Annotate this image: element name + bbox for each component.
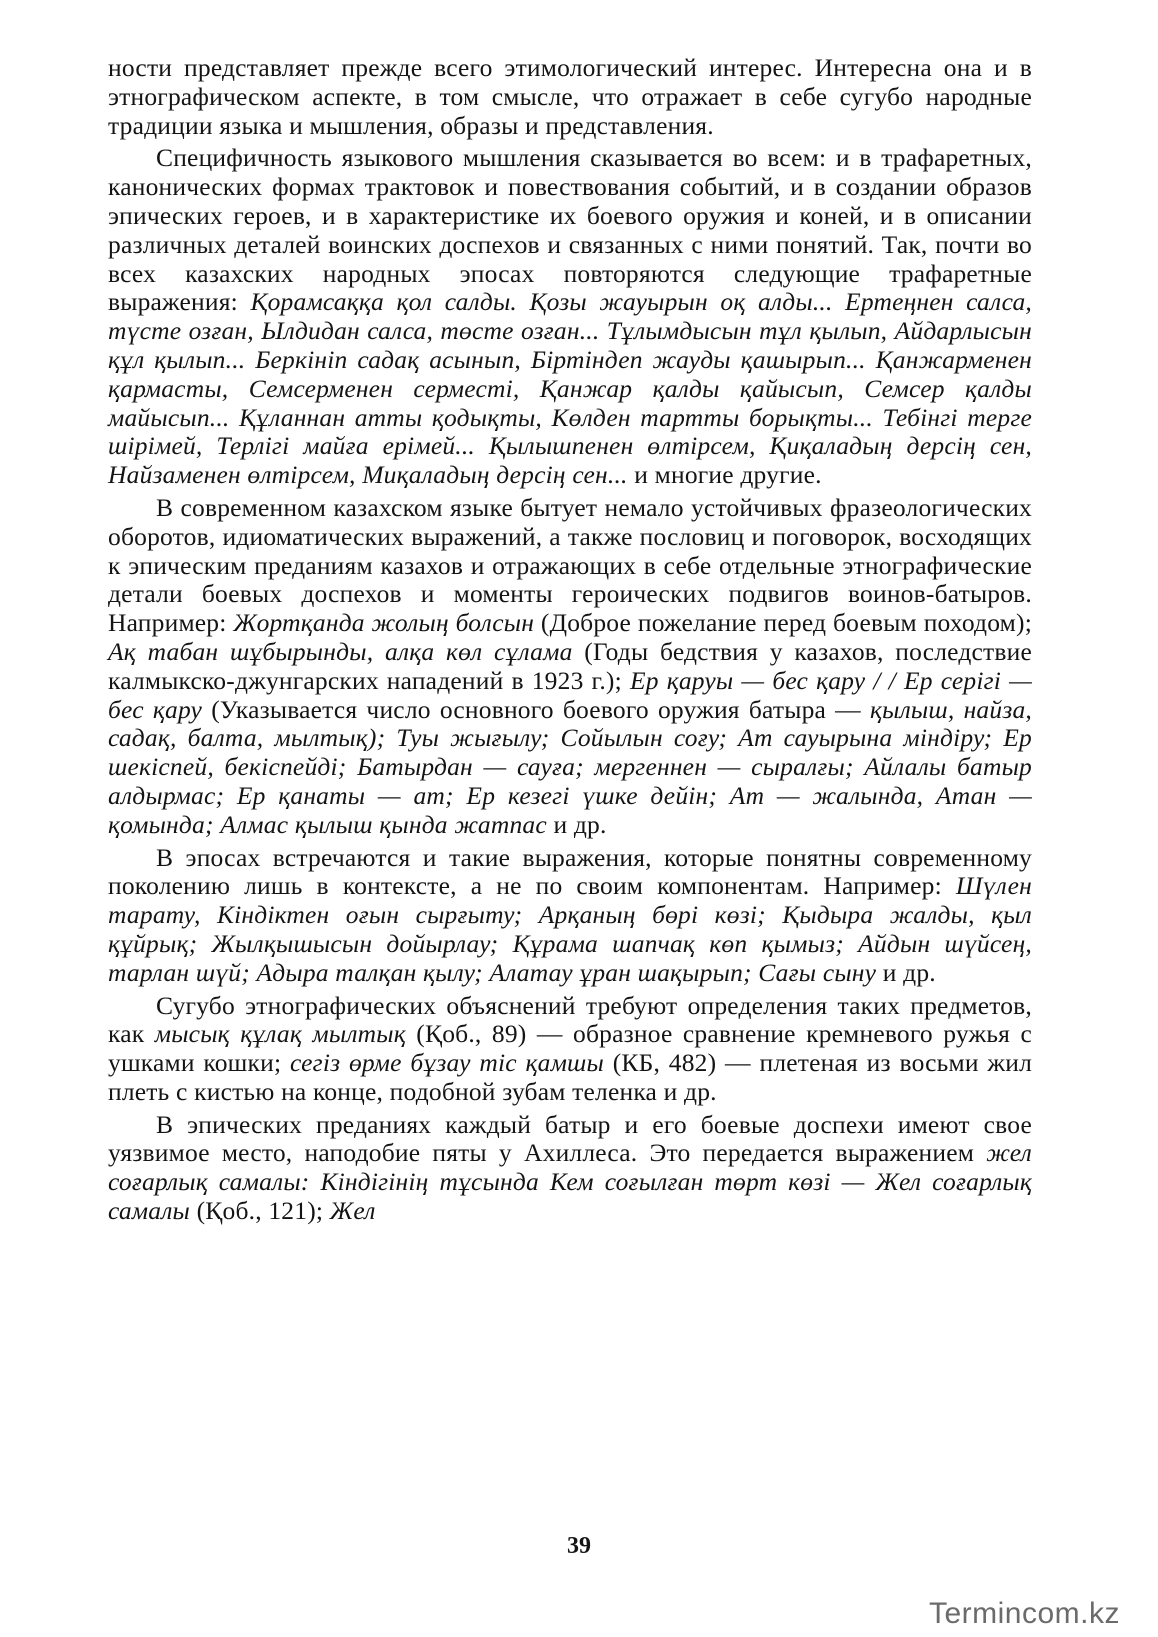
paragraph-6 (108, 1111, 1032, 1226)
italic-phrase: қылыш, найза, садақ, балта, мылтық); Туы жығылу; Сойылын соғу; Ат сауырына міндіру; Ер шекіспей, бекіспейді; Батырдан — сауға; мергеннен — сыралғы; Айлалы батыр алдырмас; Ер қанаты — ат; Ер кезегі үшке дейін; Ат — жалында, Атан — қомында; Алмас қылыш қында жатпас (108, 694, 1032, 839)
text-run: В современном казахском языке бытует немало устойчивых фразеологических оборотов, идиоматических выражений, а также пословиц и поговорок, восходящих к эпическим преданиям казахов и отражающих в себе отдельные этнографические детали боевых доспехов и моменты героических подвигов воинов-батыров. Например: (108, 492, 1032, 638)
italic-phrase: мысық құлақ мылтық (154, 1019, 406, 1049)
italic-phrase: сегіз өрме бұзау тіс қамшы (289, 1048, 604, 1078)
text-run: и др. (876, 957, 936, 987)
text-run: Специфичность языкового мышления сказывается во всем: и в трафаретных, канонических формах трактовок и повествования событий, и в создании образов эпических героев, и в характеристике их боевого оружия и коней, и в описании различных деталей воинских доспехов и связанных с ними понятий. Так, почти во всех казахских народных эпосах повторяются следующие трафаретные выражения: (108, 143, 1032, 317)
page-number: 39 (567, 1533, 591, 1559)
paragraph-4 (108, 844, 1032, 988)
text-run: (Указывается число основного боевого оружия батыра — (202, 694, 871, 724)
text-run: (Доброе пожелание перед боевым походом); (534, 608, 1032, 638)
text-run: В эпических преданиях каждый батыр и его боевые доспехи имеют свое уязвимое место, наподобие пяты у Ахиллеса. Это передается выражением (108, 1109, 1032, 1168)
paragraph-2 (108, 144, 1032, 490)
paragraph-1 (108, 54, 1032, 140)
paragraph-3 (108, 494, 1032, 840)
text-run: и многие другие. (627, 460, 822, 490)
text-run: (Годы бедствия у казахов, последствие калмыкско-джунгарских нападений в 1923 г.); (108, 636, 1032, 695)
text-run: и др. (546, 809, 607, 839)
watermark-logo: Termincom.kz (928, 1597, 1120, 1630)
text-run: В эпосах встречаются и такие выражения, которые понятны современному поколению лишь в контексте, а не по своим компонентам. Например: (108, 842, 1032, 901)
italic-phrase: Жел (329, 1196, 376, 1226)
text-run: ности представляет прежде всего этимологический интерес. Интересна она и в этнографическом аспекте, в том смысле, что отражает в себе сугубо народные традиции языка и мышления, образы и представления. (108, 53, 1032, 140)
italic-phrase: Шүлен тарату, Кіндіктен оғын сырғыту; Арқаның бөрі көзі; Қыдыра жалды, қыл құйрық; Жылқышысын дойырлау; Құрама шапчақ көп қымыз; Айдын шүйсең, тарлан шүй; Адыра талқан қылу; Алатау ұран шақырып; Сағы сыну (108, 871, 1032, 987)
italic-phrase: Жортқанда жолың болсын (233, 608, 535, 638)
italic-phrase: Ер қаруы — бес қару / / Ер серігі — бес қару (108, 665, 1032, 724)
text-run: (Қоб., 89) — образное сравнение кремневого ружья с ушками кошки; (108, 1019, 1033, 1078)
italic-phrase: жел соғарлық самалы: Кіндігінің тұсында Кем соғылған төрт көзі — Жел соғарлық самалы (108, 1138, 1032, 1226)
text-run: (Қоб., 121); (190, 1196, 330, 1226)
italic-phrase: Қорамсаққа қол салды. Қозы жауырын оқ алды... Ертеңнен салса, түсте озған, Ылдидан салса, төсте озған... Тұлымдысын тұл қылып, Айдарлысын құл қылып... Беркініп садақ асынып, Біртіндеп жауды қашырып... Қанжарменен қармасты, Семсерменен серместі, Қанжар қалды қайысып, Семсер қалды майысып... Құланнан атты қодықты, Көлден тартты борықты... Тебінгі терге шірімей, Терлігі майға ерімей... Қылышпенен өлтірсем, Қиқаладың дерсің сен, Найзаменен өлтірсем, Миқаладың дерсің сен... (108, 287, 1032, 490)
paragraph-5 (108, 992, 1032, 1107)
text-run: (КБ, 482) — плетеная из восьми жил плеть с кистью на конце, подобной зубам теленка и др. (108, 1048, 1033, 1106)
text-run: Сугубо этнографических объяснений требуют определения таких предметов, как (108, 990, 1032, 1049)
document-body (108, 54, 1032, 1230)
italic-phrase: Ақ табан шұбырынды, алқа көл сұлама (108, 636, 573, 666)
